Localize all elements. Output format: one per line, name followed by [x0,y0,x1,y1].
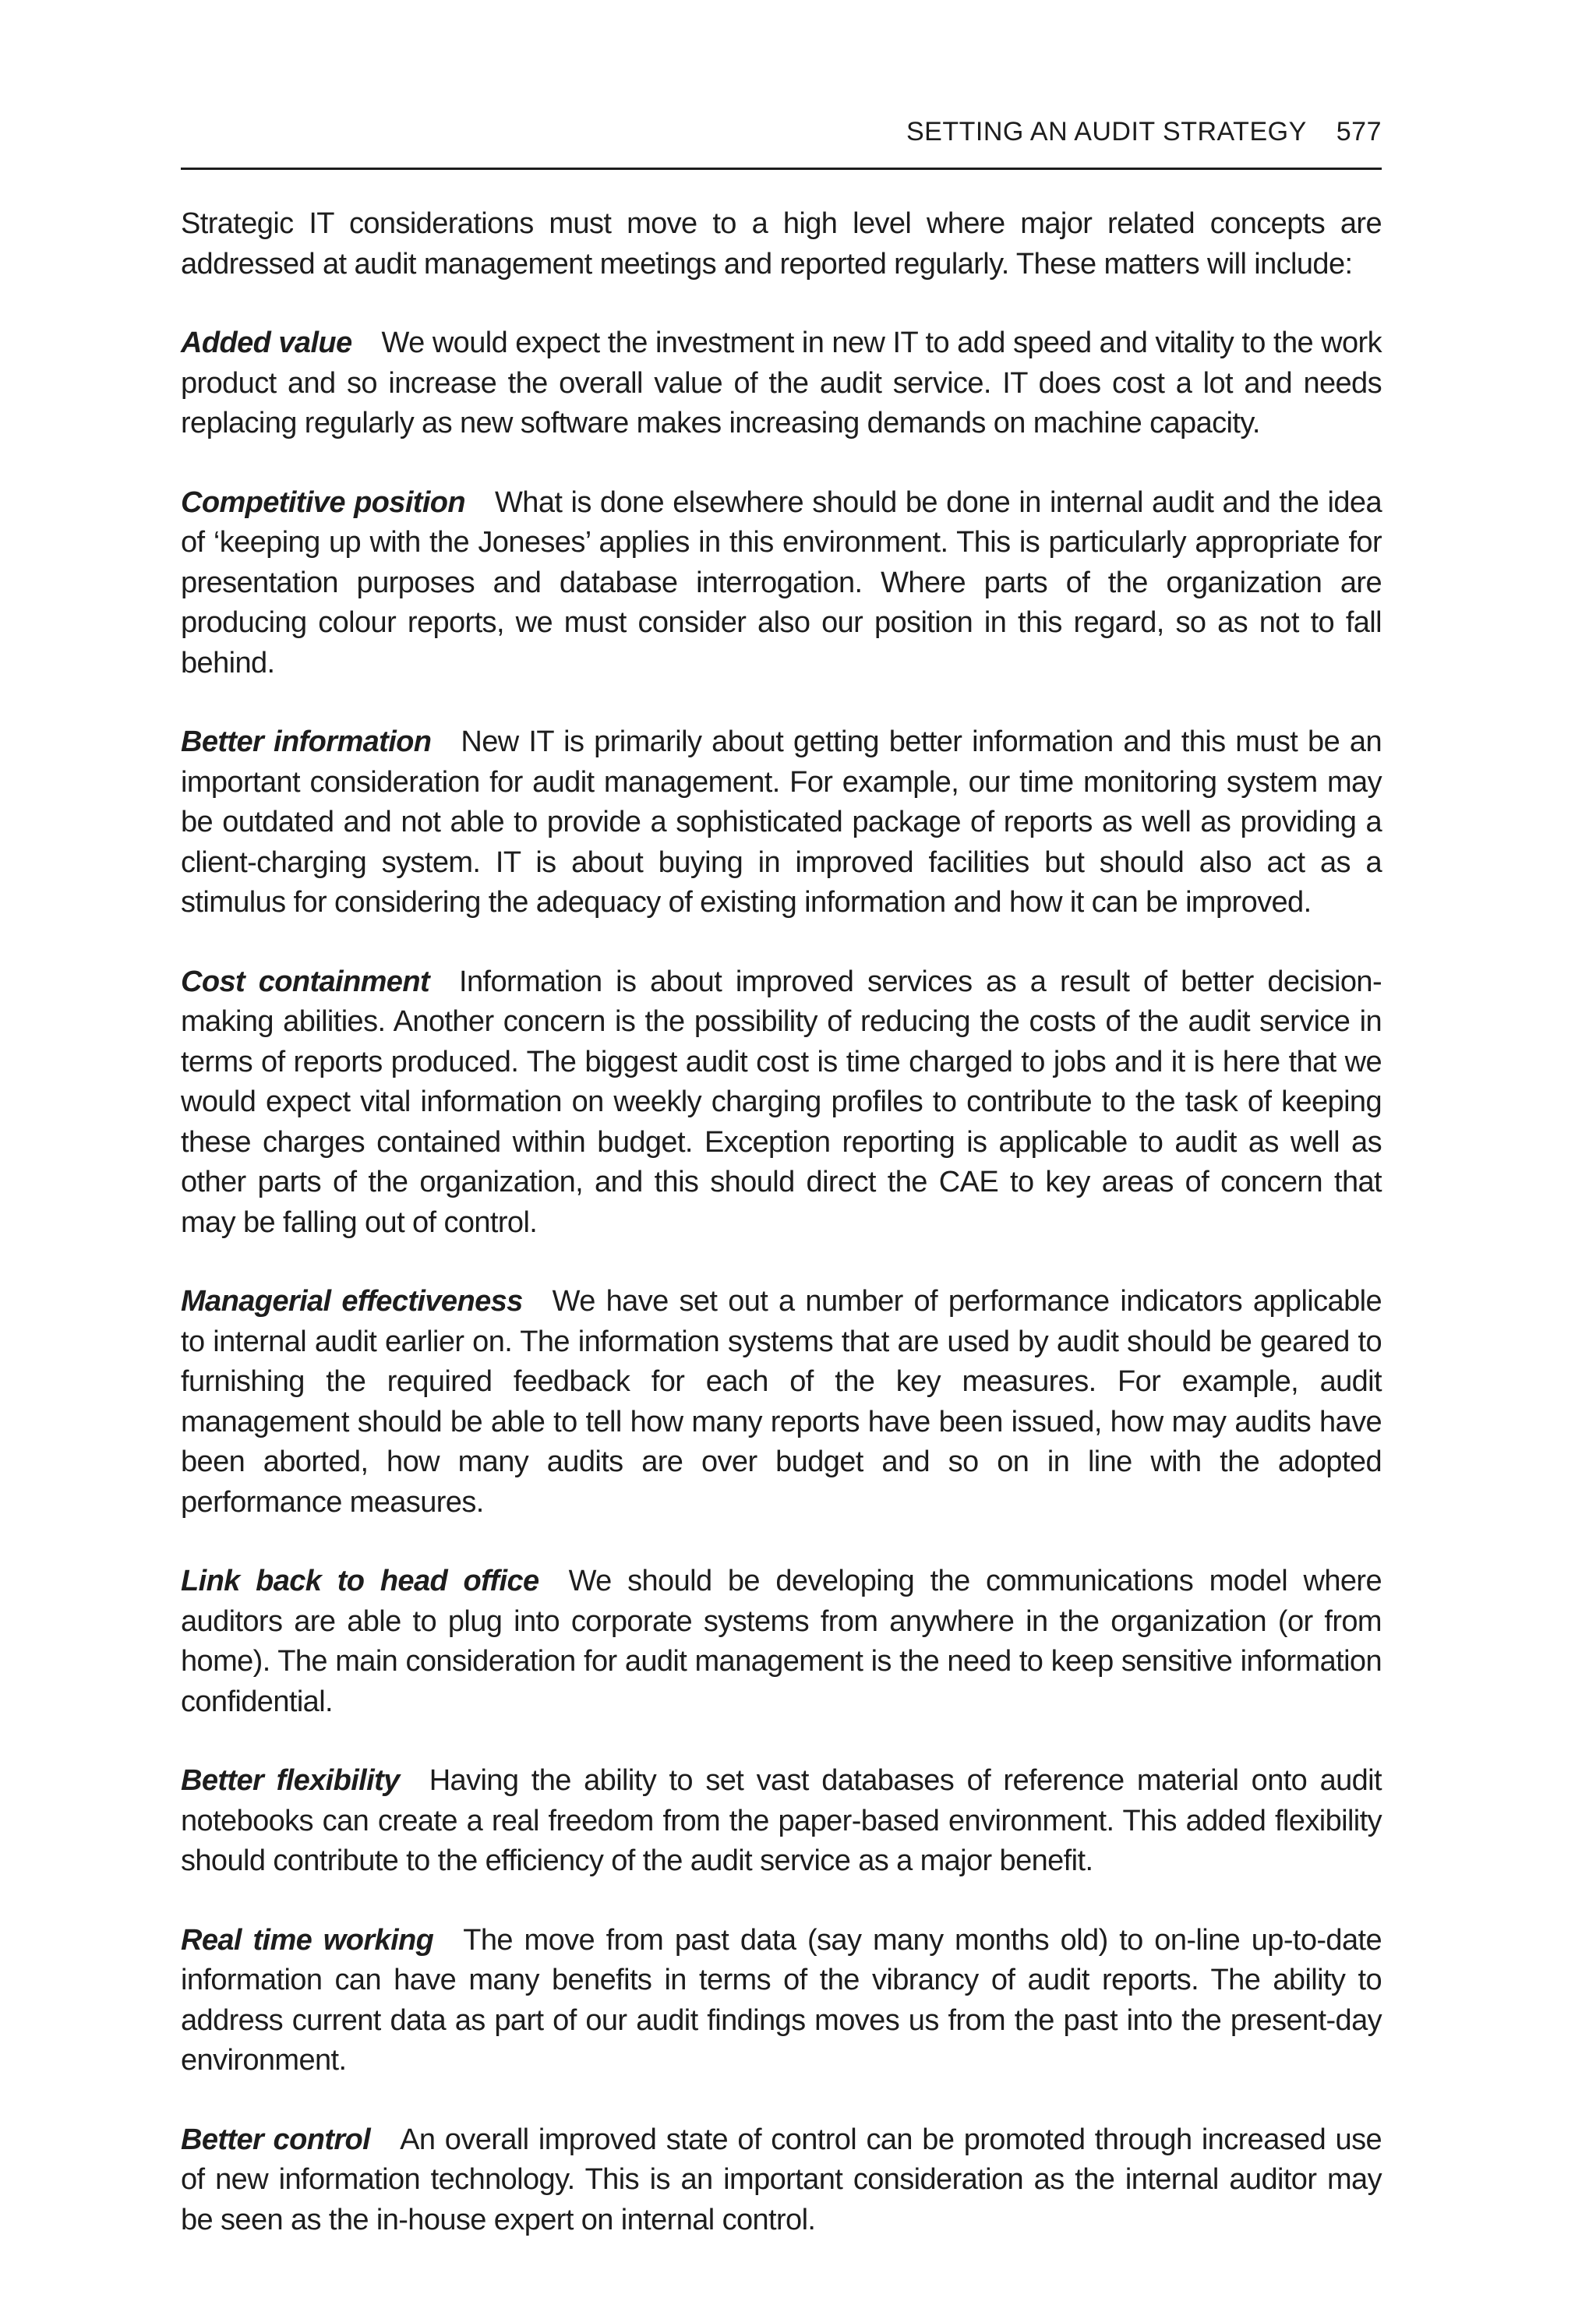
term-better-flexibility: Better flexibility [181,1764,400,1797]
paragraph-managerial-effectiveness [181,1282,1382,1523]
paragraph-text: We have set out a number of performance indicators applicable to internal audit earlier on. The information systems that are used by audit should be geared to furnishing the required feedback for each of the key measures. For example, audit management should be able to tell how many reports have been issued, how may audits have been aborted, how many audits are over budget and so on in line with the adopted performance measures. [181,1285,1382,1519]
paragraph-added-value [181,323,1382,444]
chapter-title: SETTING AN AUDIT STRATEGY [906,117,1307,146]
paragraph-text: We would expect the investment in new IT to add speed and vitality to the work product and so increase the overall value of the audit service. IT does cost a lot and needs replacing regularly as new software makes increasing demands on machine capacity. [181,326,1382,439]
paragraph-text: Information is about improved services as a result of better decision-making abilities. Another concern is the possibility of reducing the costs of the audit service in terms of reports produced. The biggest audit cost is time charged to jobs and it is here that we would expect vital information on weekly charging profiles to contribute to the task of keeping these charges contained within budget. Exception reporting is applicable to audit as well as other parts of the organization, and this should direct the CAE to key areas of concern that may be falling out of control. [181,965,1382,1239]
body-text [181,204,1382,2279]
paragraph-text: Having the ability to set vast databases of reference material onto audit notebooks can create a real freedom from the paper-based environment. This added flexibility should contribute to the efficiency of the audit service as a major benefit. [181,1764,1382,1877]
paragraph-better-information [181,722,1382,923]
paragraph-link-back-to-head-office [181,1562,1382,1722]
paragraph-better-control [181,2120,1382,2241]
paragraph-cost-containment [181,962,1382,1244]
paragraph-text: What is done elsewhere should be done in internal audit and the idea of ‘keeping up with the Joneses’ applies in this environment. This is particularly appropriate for presentation purposes and database interrogation. Where parts of the organization are producing colour reports, we must consider also our position in this regard, so as not to fall behind. [181,485,1382,679]
term-better-information: Better information [181,725,432,758]
paragraph-text: New IT is primarily about getting better information and this must be an important consideration for audit management. For example, our time monitoring system may be outdated and not able to provide a sophisticated package of reports as well as providing a client-charging system. IT is about buying in improved facilities but should also act as a stimulus for considering the adequacy of existing information and how it can be improved. [181,725,1382,919]
paragraph-text: We should be developing the communications model where auditors are able to plug into corporate systems from anywhere in the organization (or from home). The main consideration for audit management is the need to keep sensitive information confidential. [181,1565,1382,1718]
paragraph-real-time-working [181,1921,1382,2081]
paragraph-text: The move from past data (say many months old) to on-line up-to-date information can have many benefits in terms of the vibrancy of audit reports. The ability to address current data as part of our audit findings moves us from the past into the present-day environment. [181,1923,1382,2077]
page-number: 577 [1336,117,1382,146]
paragraph-competitive-position [181,483,1382,684]
term-cost-containment: Cost containment [181,965,430,998]
term-competitive-position: Competitive position [181,485,466,519]
term-added-value: Added value [181,326,352,359]
term-link-back-to-head-office: Link back to head office [181,1565,539,1597]
term-managerial-effectiveness: Managerial effectiveness [181,1285,523,1318]
term-better-control: Better control [181,2123,371,2156]
intro-paragraph: Strategic IT considerations must move to a high level where major related concepts are addressed at audit management meetings and reported regularly. These matters will include: [181,207,1382,281]
term-real-time-working: Real time working [181,1923,434,1957]
paragraph-text: An overall improved state of control can be promoted through increased use of new information technology. This is an important consideration as the internal auditor may be seen as the in-house expert on internal control. [181,2123,1382,2236]
running-header [181,117,1382,170]
paragraph-better-flexibility [181,1761,1382,1882]
